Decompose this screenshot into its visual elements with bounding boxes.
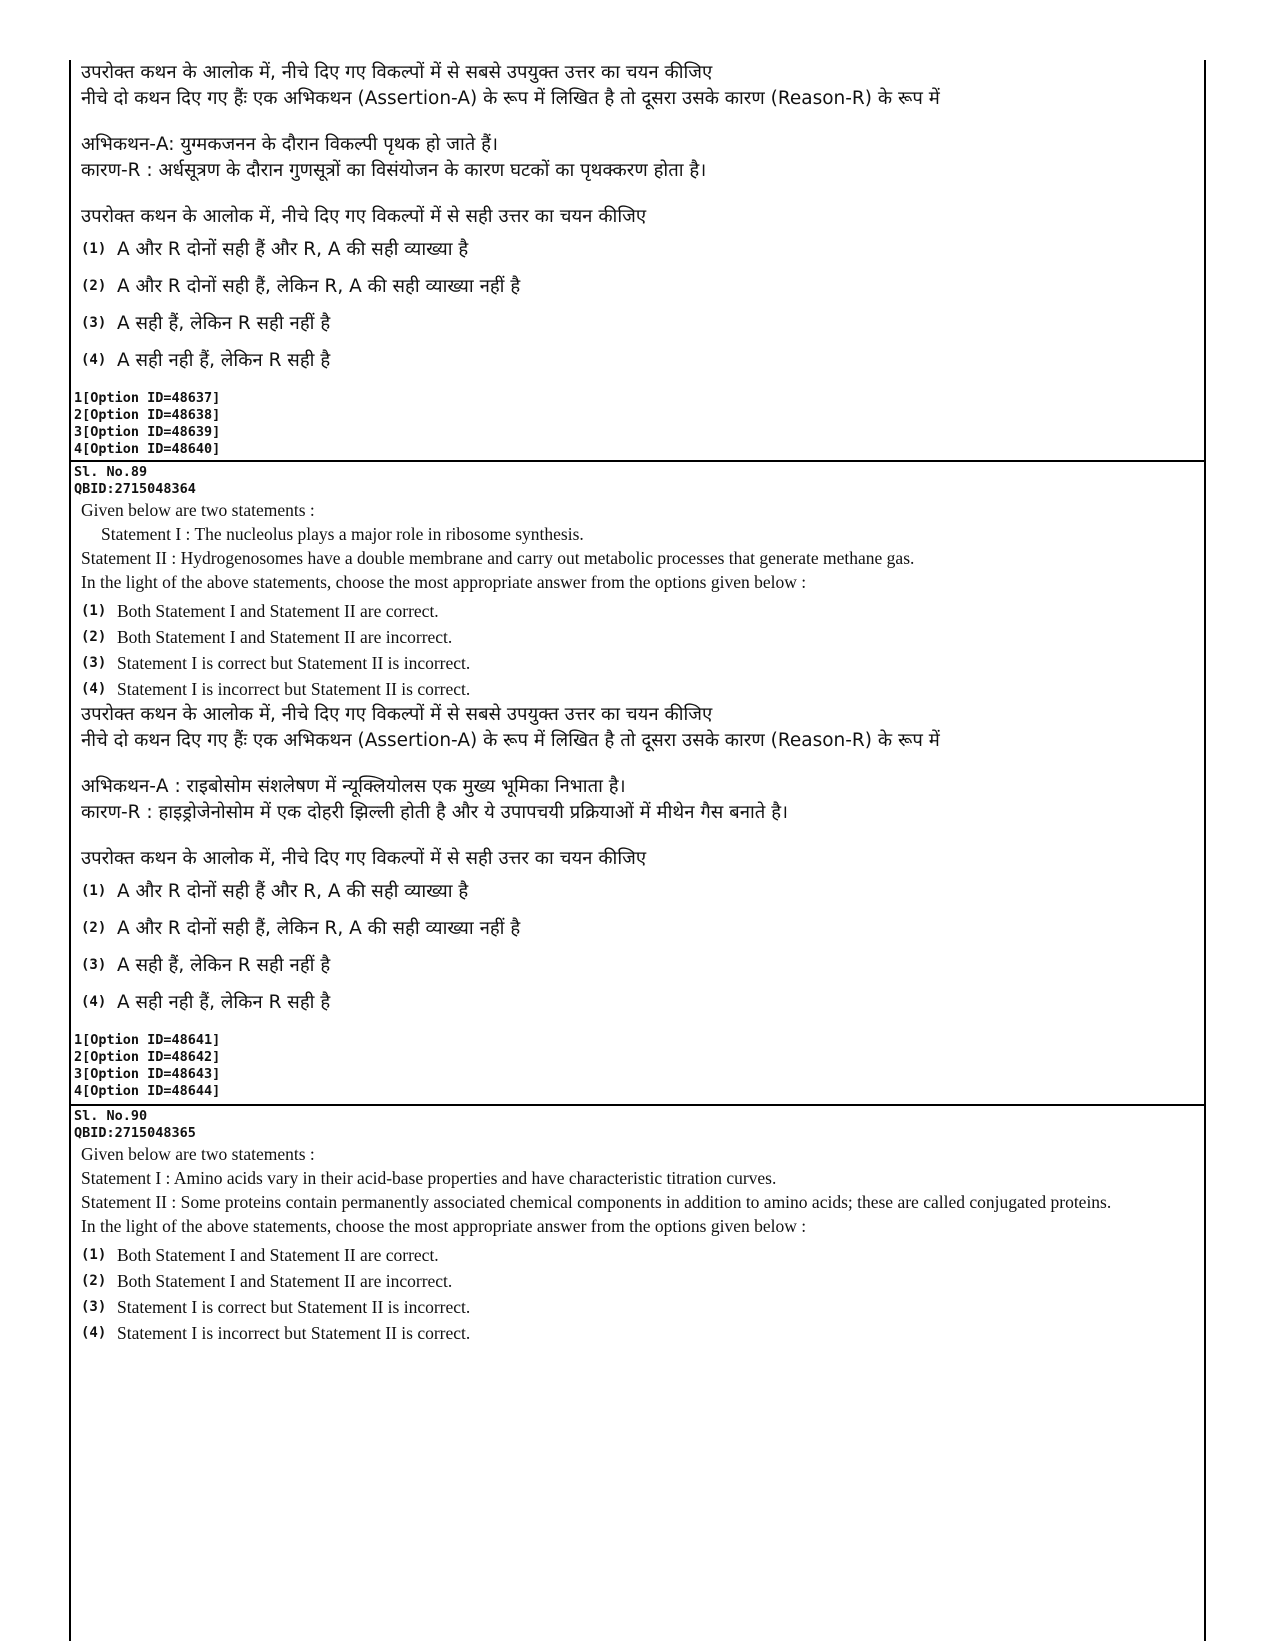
option-number: (2) [81,919,107,936]
option [81,650,1204,676]
option-number: (3) [81,314,107,331]
option-text: A और R दोनों सही हैं, लेकिन R, A की सही व्याख्या नहीं है [117,276,521,297]
statement-1: Statement I : Amino acids vary in their acid-base properties and have characteristic titration curves. [81,1168,777,1188]
option-text: A और R दोनों सही हैं और R, A की सही व्याख्या है [117,239,469,260]
option-id: 2[Option ID=48642] [74,1049,221,1065]
option [81,1242,1204,1268]
statement-1: Statement I : The nucleolus plays a major role in ribosome synthesis. [101,524,584,544]
option [81,909,1204,946]
statement-2: Statement II : Hydrogenosomes have a double membrane and carry out metabolic processes that generate methane gas. [81,548,915,568]
option [81,624,1204,650]
question-89-block [71,464,1204,1100]
option-id: 1[Option ID=48641] [74,1032,221,1048]
hindi-prompt: उपरोक्त कथन के आलोक में, नीचे दिए गए विकल्पों में से सही उत्तर का चयन कीजिए [81,206,647,227]
option-text: Statement I is correct but Statement II is incorrect. [117,652,471,673]
hindi-intro: नीचे दो कथन दिए गए हैंः एक अभिकथन (Assertion-A) के रूप में लिखित है तो दूसरा उसके कारण (Reason-R) के रूप में [81,88,940,109]
qbid: QBID:2715048364 [74,481,196,497]
option-number: (4) [81,993,107,1010]
answer-prompt: In the light of the above statements, choose the most appropriate answer from the options given below : [81,1216,807,1236]
option-text: A और R दोनों सही हैं, लेकिन R, A की सही व्याख्या नहीं है [117,918,521,939]
hindi-intro: नीचे दो कथन दिए गए हैंः एक अभिकथन (Assertion-A) के रूप में लिखित है तो दूसरा उसके कारण (Reason-R) के रूप में [81,730,940,751]
statements-intro: Given below are two statements : [81,500,315,520]
option-id: 1[Option ID=48637] [74,390,221,406]
option-text: Statement I is correct but Statement II is incorrect. [117,1296,471,1317]
serial-number: Sl. No.89 [74,464,148,480]
option-number: (3) [81,956,107,973]
statement-2: Statement II : Some proteins contain permanently associated chemical components in addition to amino acids; these are called conjugated proteins. [81,1192,1112,1212]
question-90-block [71,1108,1204,1346]
option-text: A सही नही हैं, लेकिन R सही है [117,350,331,371]
option-text: A सही हैं, लेकिन R सही नहीं है [117,313,331,334]
option-id: 4[Option ID=48644] [74,1083,221,1099]
option [81,1294,1204,1320]
option-id: 3[Option ID=48639] [74,424,221,440]
option [81,676,1204,702]
reason: कारण-R : अर्धसूत्रण के दौरान गुणसूत्रों का विसंयोजन के कारण घटकों का पृथक्करण होता है। [81,160,707,181]
option-text: Statement I is incorrect but Statement II is correct. [117,678,471,699]
section-divider [71,1104,1204,1106]
option [81,304,1204,341]
option [81,946,1204,983]
option-number: (4) [81,351,107,368]
hindi-prompt: उपरोक्त कथन के आलोक में, नीचे दिए गए विकल्पों में से सही उत्तर का चयन कीजिए [81,848,647,869]
answer-prompt: In the light of the above statements, choose the most appropriate answer from the options given below : [81,572,807,592]
option-id: 2[Option ID=48638] [74,407,221,423]
option-number: (2) [81,277,107,294]
option-number: (1) [81,882,107,899]
section-divider [71,460,1204,462]
option-text: A सही नही हैं, लेकिन R सही है [117,992,331,1013]
option [81,872,1204,909]
option-number: (4) [81,1325,107,1341]
serial-number: Sl. No.90 [74,1108,148,1124]
option-text: Both Statement I and Statement II are correct. [117,600,439,621]
option-number: (2) [81,1273,107,1289]
option-number: (1) [81,603,107,619]
option [81,230,1204,267]
option-id: 4[Option ID=48640] [74,441,221,457]
option-number: (2) [81,629,107,645]
option-number: (1) [81,1247,107,1263]
assertion: अभिकथन-A: युग्मकजनन के दौरान विकल्पी पृथक हो जाते हैं। [81,134,498,155]
option-number: (3) [81,655,107,671]
hindi-intro-top: उपरोक्त कथन के आलोक में, नीचे दिए गए विकल्पों में से सबसे उपयुक्त उत्तर का चयन कीजिए [81,62,713,83]
option-text: A सही हैं, लेकिन R सही नहीं है [117,955,331,976]
statements-intro: Given below are two statements : [81,1144,315,1164]
hindi-intro-top: उपरोक्त कथन के आलोक में, नीचे दिए गए विकल्पों में से सबसे उपयुक्त उत्तर का चयन कीजिए [81,704,713,725]
option-text: A और R दोनों सही हैं और R, A की सही व्याख्या है [117,881,469,902]
option [81,983,1204,1020]
reason: कारण-R : हाइड्रोजेनोसोम में एक दोहरी झिल्ली होती है और ये उपापचयी प्रक्रियाओं में मीथेन गैस बनाते है। [81,802,789,823]
option-text: Both Statement I and Statement II are incorrect. [117,1270,453,1291]
option-text: Both Statement I and Statement II are correct. [117,1244,439,1265]
option-number: (3) [81,1299,107,1315]
assertion: अभिकथन-A : राइबोसोम संशलेषण में न्यूक्लियोलस एक मुख्य भूमिका निभाता है। [81,776,626,797]
question-88-hindi-block [71,60,1204,458]
option-text: Statement I is incorrect but Statement II is correct. [117,1322,471,1343]
page-frame [69,60,1206,1641]
option [81,1268,1204,1294]
option-number: (4) [81,681,107,697]
option [81,267,1204,304]
option-number: (1) [81,240,107,257]
option [81,1320,1204,1346]
option-id: 3[Option ID=48643] [74,1066,221,1082]
option [81,341,1204,378]
qbid: QBID:2715048365 [74,1125,196,1141]
option-text: Both Statement I and Statement II are incorrect. [117,626,453,647]
option [81,598,1204,624]
